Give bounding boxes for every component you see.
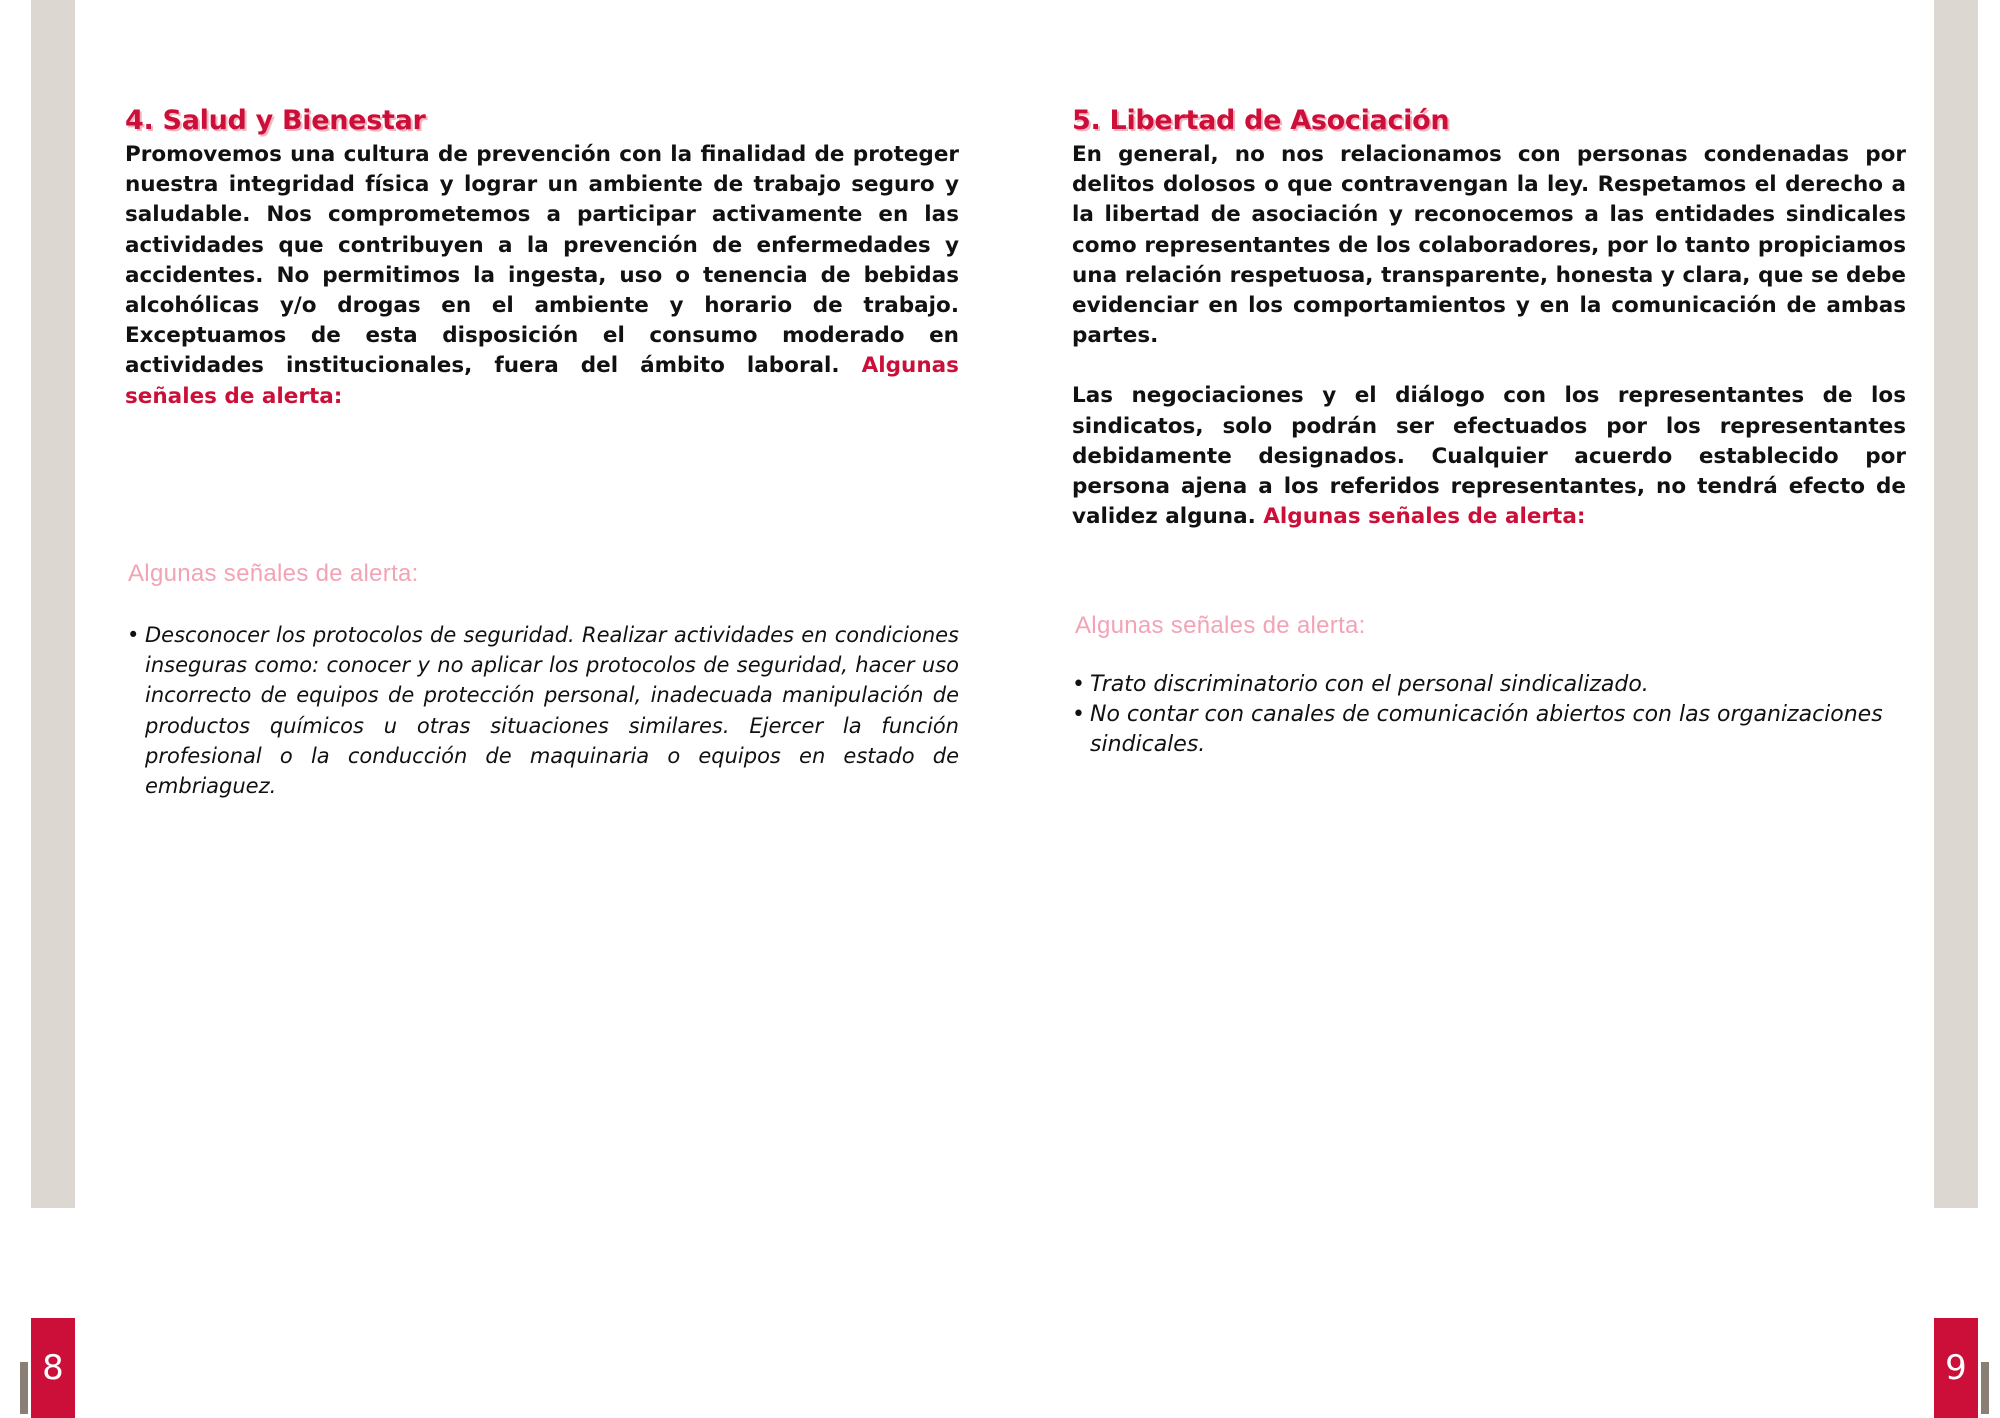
section-body-asociacion-2 [1072,381,1906,532]
inline-alert-label: Algunas señales de alerta: [125,353,959,409]
alert-list-asociacion [1070,670,1910,761]
left-margin-strip [31,0,75,1208]
section-body-salud [125,140,959,412]
right-margin-strip [1934,0,1978,1208]
list-item: • No contar con canales de comunicación abiertos con las organizaciones sindicales. [1070,700,1910,760]
page-number-left: 8 [31,1318,75,1418]
body-text: Las negociaciones y el diálogo con los representantes de los sindicatos, solo podrán ser efectuados por los representantes debidamente designados. Cualquier acuerdo establecido por persona ajena a los referidos representantes, no tendrá efecto de validez alguna. [1072,383,1906,530]
right-page-content [1072,102,1906,532]
page-tab-accent-bar [1981,1362,1989,1414]
inline-alert-label: Algunas señales de alerta: [1263,504,1586,530]
paragraph-gap [1072,351,1906,381]
section-heading-asociacion: 5. Libertad de Asociación [1072,105,1450,136]
alert-list-salud [125,620,959,801]
left-page-content [125,102,959,412]
list-item: • Trato discriminatorio con el personal sindicalizado. [1070,670,1910,700]
section-heading-salud: 4. Salud y Bienestar [125,105,426,136]
body-text: Promovemos una cultura de prevención con la finalidad de proteger nuestra integridad física y lograr un ambiente de trabajo seguro y saludable. Nos comprometemos a participar activamente en las actividades que contribuyen a la prevención de enfermedades y accidentes. No permitimos la ingesta, uso o tenencia de bebidas alcohólicas y/o drogas en el ambiente y horario de trabajo. Exceptuamos de esta disposición el consumo moderado en actividades institucionales, fuera del ámbito laboral. [125,142,959,379]
list-item: • Desconocer los protocolos de seguridad. Realizar actividades en condiciones inseguras como: conocer y no aplicar los protocolos de seguridad, hacer uso incorrecto de equipos de protección personal, inadecuada manipulación de productos químicos u otras situaciones similares. Ejercer la función profesional o la conducción de maquinaria o equipos en estado de embriaguez. [125,620,959,801]
alert-heading-salud: Algunas señales de alerta: [128,560,419,587]
page-number-right: 9 [1934,1318,1978,1418]
alert-heading-asociacion: Algunas señales de alerta: [1075,612,1366,639]
page-tab-accent-bar [20,1362,28,1414]
section-body-asociacion-1: En general, no nos relacionamos con personas condenadas por delitos dolosos o que contravengan la ley. Respetamos el derecho a la libertad de asociación y reconocemos a las entidades sindicales como representantes de los colaboradores, por lo tanto propiciamos una relación respetuosa, transparente, honesta y clara, que se debe evidenciar en los comportamientos y en la comunicación de ambas partes. [1072,142,1906,349]
